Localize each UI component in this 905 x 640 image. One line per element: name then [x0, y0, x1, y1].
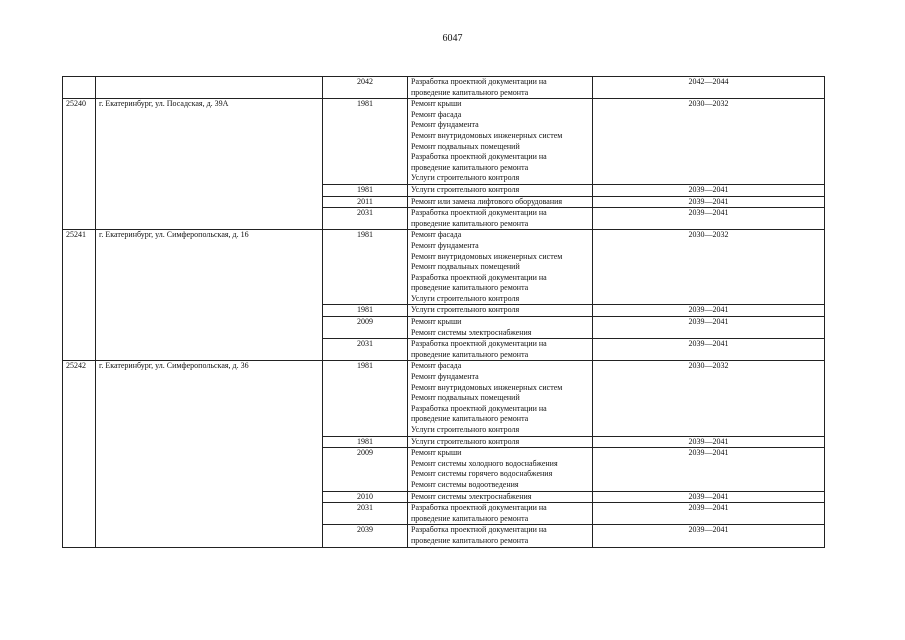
work-item: Услуги строительного контроля: [411, 293, 520, 303]
work-item: Ремонт подвальных помещений: [411, 262, 520, 272]
work-item: Услуги строительного контроля: [411, 305, 520, 315]
work-item: Ремонт системы холодного водоснабжения: [411, 458, 558, 468]
work-item: Услуги строительного контроля: [411, 436, 520, 446]
work-year-cell: 2039: [323, 525, 408, 547]
building-id-cell: 25242: [63, 361, 96, 547]
work-item: Ремонт или замена лифтового оборудования: [411, 196, 563, 206]
work-item: Ремонт подвальных помещений: [411, 141, 520, 151]
work-list-cell: [408, 230, 593, 305]
work-period-cell: 2039—2041: [593, 208, 825, 230]
table-row: [63, 361, 825, 436]
work-list-cell: [408, 491, 593, 503]
work-year-cell: 2031: [323, 503, 408, 525]
work-list-cell: [408, 339, 593, 361]
work-item: Ремонт фасада: [411, 361, 462, 371]
work-item: Разработка проектной документации на: [411, 272, 547, 282]
work-period-cell: 2039—2041: [593, 339, 825, 361]
work-list-cell: [408, 503, 593, 525]
work-item: проведение капитального ремонта: [411, 283, 529, 293]
work-period-cell: 2039—2041: [593, 525, 825, 547]
work-item: проведение капитального ремонта: [411, 162, 529, 172]
work-list-cell: [408, 361, 593, 436]
work-item: Ремонт фасада: [411, 230, 462, 240]
table-row: [63, 77, 825, 99]
work-list-cell: [408, 436, 593, 448]
work-list-cell: [408, 317, 593, 339]
work-year-cell: 2031: [323, 339, 408, 361]
work-item: Ремонт системы электроснабжения: [411, 491, 532, 501]
work-item: проведение капитального ремонта: [411, 218, 529, 228]
work-period-cell: 2039—2041: [593, 317, 825, 339]
work-item: Услуги строительного контроля: [411, 173, 520, 183]
work-item: Разработка проектной документации на: [411, 525, 547, 535]
work-list-cell: [408, 448, 593, 491]
work-year-cell: 2009: [323, 317, 408, 339]
work-item: Ремонт внутридомовых инженерных систем: [411, 382, 563, 392]
work-item: проведение капитального ремонта: [411, 513, 529, 523]
work-item: Ремонт фасада: [411, 109, 462, 119]
work-item: Разработка проектной документации на: [411, 503, 547, 513]
page-number: 6047: [442, 33, 463, 44]
work-year-cell: 1981: [323, 99, 408, 185]
work-item: Ремонт системы горячего водоснабжения: [411, 469, 553, 479]
work-item: Ремонт внутридомовых инженерных систем: [411, 130, 563, 140]
work-item: Ремонт фундамента: [411, 240, 479, 250]
work-item: Разработка проектной документации на: [411, 403, 547, 413]
work-item: Разработка проектной документации на: [411, 77, 547, 86]
work-period-cell: 2039—2041: [593, 503, 825, 525]
work-item: Ремонт фундамента: [411, 120, 479, 130]
work-item: Ремонт системы электроснабжения: [411, 327, 532, 337]
work-year-cell: 2031: [323, 208, 408, 230]
work-item: Ремонт фундамента: [411, 372, 479, 382]
work-period-cell: 2039—2041: [593, 436, 825, 448]
work-list-cell: [408, 196, 593, 208]
work-year-cell: 2009: [323, 448, 408, 491]
work-year-cell: 1981: [323, 361, 408, 436]
table-row: [63, 230, 825, 305]
work-item: Ремонт подвальных помещений: [411, 393, 520, 403]
work-period-cell: 2030—2032: [593, 361, 825, 436]
work-list-cell: [408, 99, 593, 185]
work-period-cell: 2030—2032: [593, 230, 825, 305]
work-year-cell: 1981: [323, 436, 408, 448]
table-body: [63, 77, 825, 548]
work-period-cell: 2039—2041: [593, 196, 825, 208]
building-id-cell: [63, 77, 96, 99]
building-address-cell: г. Екатеринбург, ул. Симферопольская, д. 36: [96, 361, 323, 547]
table-row: [63, 99, 825, 185]
work-year-cell: 1981: [323, 184, 408, 196]
work-item: Ремонт внутридомовых инженерных систем: [411, 251, 563, 261]
work-item: проведение капитального ремонта: [411, 349, 529, 359]
work-period-cell: 2039—2041: [593, 184, 825, 196]
work-item: проведение капитального ремонта: [411, 414, 529, 424]
repair-schedule-table: [62, 76, 825, 548]
work-item: Разработка проектной документации на: [411, 339, 547, 349]
building-address-cell: [96, 77, 323, 99]
work-list-cell: [408, 305, 593, 317]
work-year-cell: 2010: [323, 491, 408, 503]
building-id-cell: 25240: [63, 99, 96, 230]
work-list-cell: [408, 184, 593, 196]
work-item: проведение капитального ремонта: [411, 535, 529, 545]
building-address-cell: г. Екатеринбург, ул. Симферопольская, д. 16: [96, 230, 323, 361]
work-item: Ремонт крыши: [411, 317, 462, 327]
work-year-cell: 1981: [323, 230, 408, 305]
work-list-cell: [408, 208, 593, 230]
work-item: проведение капитального ремонта: [411, 87, 529, 97]
work-year-cell: 2011: [323, 196, 408, 208]
work-list-cell: [408, 77, 593, 99]
work-period-cell: 2042—2044: [593, 77, 825, 99]
work-item: Ремонт системы водоотведения: [411, 479, 519, 489]
work-item: Ремонт крыши: [411, 448, 462, 458]
work-item: Услуги строительного контроля: [411, 425, 520, 434]
work-item: Разработка проектной документации на: [411, 208, 547, 218]
work-period-cell: 2039—2041: [593, 305, 825, 317]
building-address-cell: г. Екатеринбург, ул. Посадская, д. 39А: [96, 99, 323, 230]
work-list-cell: [408, 525, 593, 547]
work-period-cell: 2030—2032: [593, 99, 825, 185]
work-item: Ремонт крыши: [411, 99, 462, 109]
work-year-cell: 2042: [323, 77, 408, 99]
work-item: Услуги строительного контроля: [411, 184, 520, 194]
work-period-cell: 2039—2041: [593, 491, 825, 503]
work-year-cell: 1981: [323, 305, 408, 317]
work-item: Разработка проектной документации на: [411, 152, 547, 162]
building-id-cell: 25241: [63, 230, 96, 361]
work-period-cell: 2039—2041: [593, 448, 825, 491]
